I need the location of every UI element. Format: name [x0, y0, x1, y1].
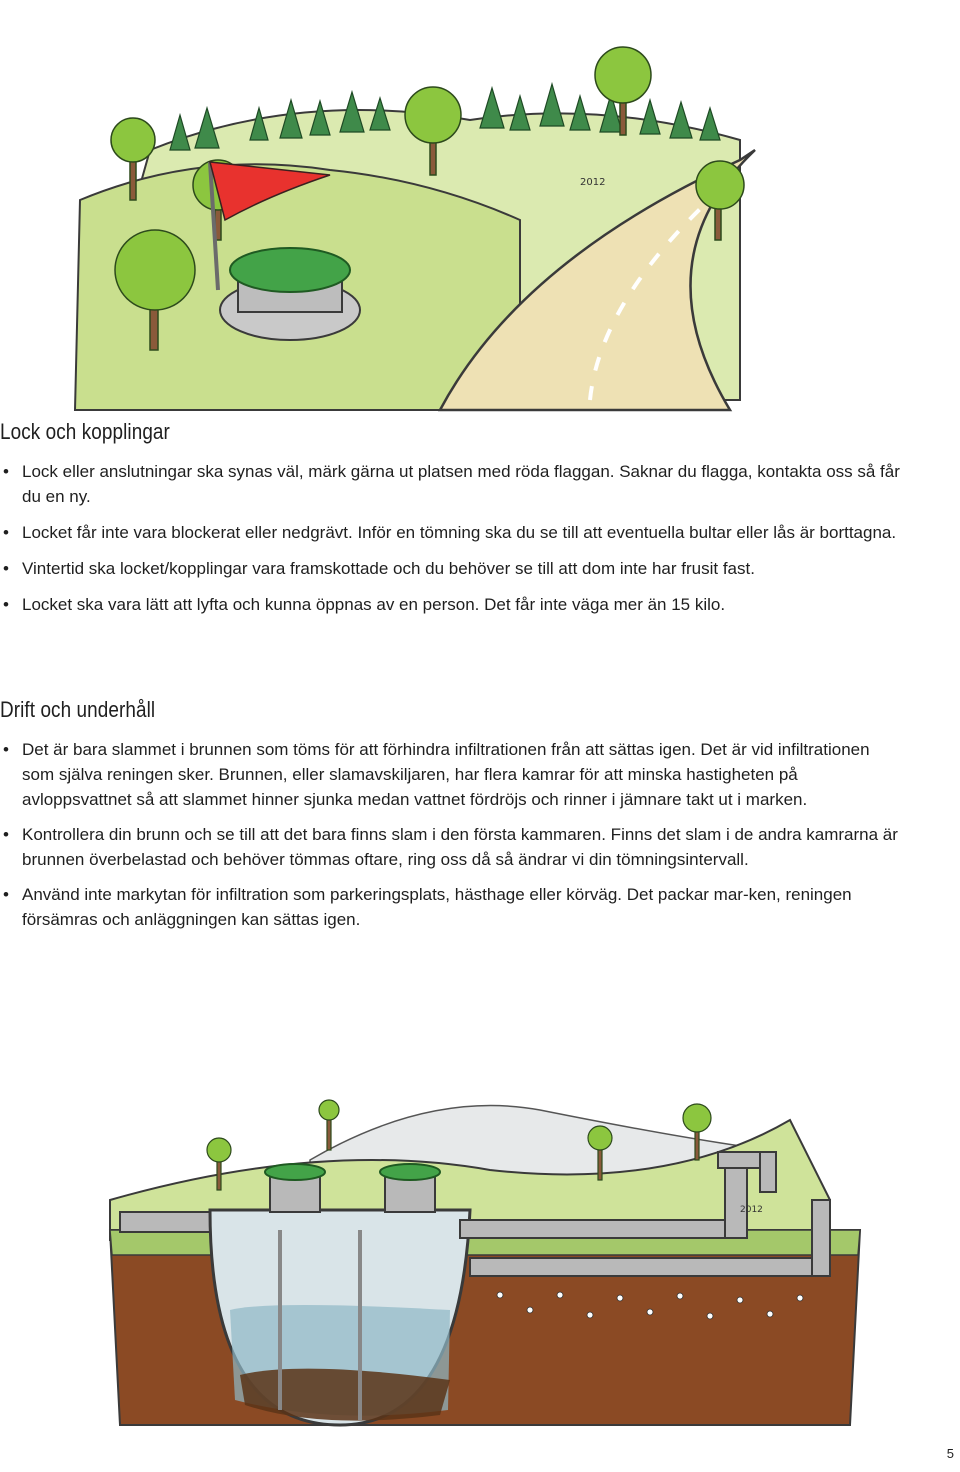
- list-item: • Använd inte markytan för infiltration som parkeringsplats, hästhage eller körväg. Det packar mar-ken, reningen försämras och anläggningen kan sättas igen.: [0, 882, 900, 932]
- section-list-drift: [0, 737, 900, 942]
- list-item: • Lock eller anslutningar ska synas väl, märk gärna ut platsen med röda flaggan. Saknar du flagga, kontakta oss så får du en ny.: [0, 459, 900, 509]
- list-item: • Kontrollera din brunn och se till att det bara finns slam i den första kammaren. Finns det slam i de andra kamrarna är brunnen överbelastad och behöver tömmas oftare, ring oss då så ändrar vi din tömningsintervall.: [0, 822, 900, 872]
- page-number: 5: [946, 1446, 954, 1461]
- top-signature: 2012: [580, 177, 606, 188]
- list-item: • Locket ska vara lätt att lyfta och kunna öppnas av en person. Det får inte väga mer än 15 kilo.: [0, 592, 900, 617]
- top-illustration: [0, 0, 960, 415]
- outlet-pipe-icon: [460, 1220, 740, 1238]
- green-lid-icon: [380, 1164, 440, 1180]
- section-list-lock: [0, 459, 900, 628]
- section-title-lock: Lock och kopplingar: [0, 419, 170, 444]
- bottom-signature: 2012: [740, 1205, 763, 1215]
- list-item: • Det är bara slammet i brunnen som töms för att förhindra infiltrationen från att sättas igen. Det är vid infiltrationen som själva reningen sker. Brunnen, eller slamavskiljaren, har flera kamrar för att minska hastigheten på avloppsvattnet så att slammet hinner sjunka medan vattnet fördröjs och rinner i jämnare takt ut i marken.: [0, 737, 900, 812]
- bottom-illustration: [70, 1080, 900, 1440]
- infiltration-pipe-icon: [470, 1258, 830, 1276]
- list-item: • Locket får inte vara blockerat eller nedgrävt. Inför en tömning ska du se till att eventuella bultar eller lås är borttagna.: [0, 520, 900, 545]
- section-title-drift: Drift och underhåll: [0, 697, 156, 722]
- list-item: • Vintertid ska locket/kopplingar vara framskottade och du behöver se till att dom inte har frusit fast.: [0, 556, 900, 581]
- green-lid-icon: [230, 248, 350, 292]
- green-lid-icon: [265, 1164, 325, 1180]
